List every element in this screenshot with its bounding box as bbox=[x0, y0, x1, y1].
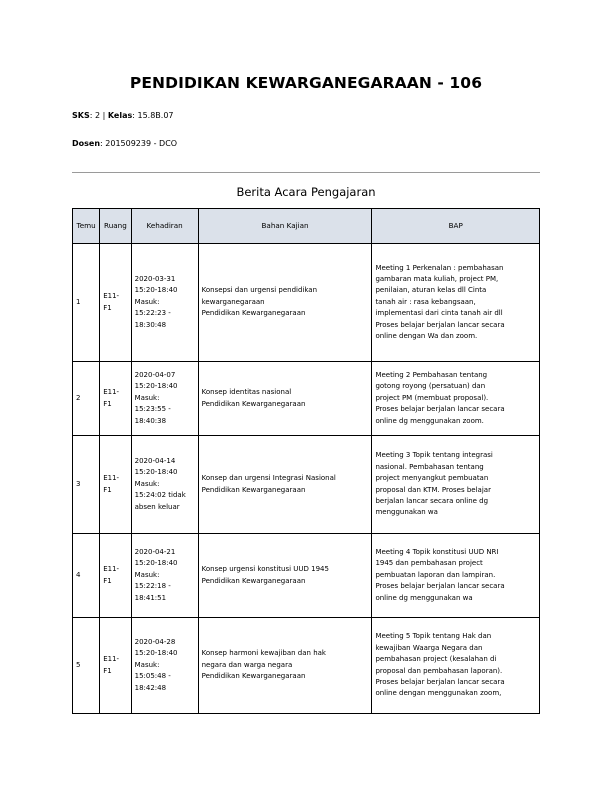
cell-line: Meeting 4 Topik konstitusi UUD NRI bbox=[375, 547, 499, 556]
cell-line: 1945 dan pembahasan project bbox=[375, 559, 483, 568]
cell-line: F1 bbox=[103, 666, 112, 675]
cell-line: 2020-04-28 bbox=[134, 637, 176, 646]
cell-line: Pendidikan Kewarganegaraan bbox=[201, 399, 306, 408]
course-lecturer bbox=[72, 139, 177, 148]
cell-line: Meeting 1 Perkenalan : pembahasan bbox=[375, 263, 504, 272]
table-row bbox=[73, 436, 540, 534]
cell-line: tanah air : rasa kebangsaan, bbox=[375, 297, 476, 306]
cell-line: proposal dan pembahasan laporan). bbox=[375, 666, 503, 675]
cell-line: gambaran mata kuliah, project PM, bbox=[375, 274, 499, 283]
cell-bahan-kajian bbox=[198, 436, 372, 534]
header-ruang: Ruang bbox=[100, 209, 131, 244]
cell-line: 15:23:55 - bbox=[134, 405, 171, 414]
course-credits-class bbox=[72, 111, 174, 120]
cell-line: nasional. Pembahasan tentang bbox=[375, 462, 484, 471]
table-body bbox=[73, 244, 540, 714]
cell-kehadiran bbox=[131, 534, 198, 618]
cell-line: 15:20-18:40 bbox=[134, 382, 178, 391]
cell-line: 18:41:51 bbox=[134, 593, 167, 602]
cell-line: Konsep identitas nasional bbox=[201, 388, 292, 397]
header-bahan-kajian: Bahan Kajian bbox=[198, 209, 372, 244]
cell-line: online dengan Wa dan zoom. bbox=[375, 332, 478, 341]
bap-table bbox=[72, 208, 540, 714]
cell-line: Masuk: bbox=[134, 393, 160, 402]
cell-temu: 5 bbox=[73, 618, 100, 714]
cell-kehadiran bbox=[131, 618, 198, 714]
cell-line: E11- bbox=[103, 292, 120, 301]
cell-line: 2020-03-31 bbox=[134, 274, 176, 283]
cell-line: negara dan warga negara bbox=[201, 660, 293, 669]
cell-line: 18:42:48 bbox=[134, 683, 167, 692]
cell-line: proposal dan KTM. Proses belajar bbox=[375, 485, 491, 494]
kelas-label: Kelas bbox=[107, 111, 133, 120]
cell-line: Konsepsi dan urgensi pendidikan bbox=[201, 286, 318, 295]
cell-line: project PM (membuat proposal). bbox=[375, 393, 489, 402]
cell-line: F1 bbox=[103, 576, 112, 585]
cell-ruang bbox=[100, 534, 131, 618]
cell-line: 2020-04-14 bbox=[134, 456, 176, 465]
cell-line: Konsep dan urgensi Integrasi Nasional bbox=[201, 474, 336, 483]
cell-line: Proses belajar berjalan lancar secara bbox=[375, 405, 505, 414]
cell-line: Masuk: bbox=[134, 660, 160, 669]
cell-line: pembahasan project (kesalahan di bbox=[375, 655, 497, 664]
cell-line: Pendidikan Kewarganegaraan bbox=[201, 485, 306, 494]
cell-bahan-kajian bbox=[198, 362, 372, 436]
cell-line: 15:22:23 - bbox=[134, 309, 171, 318]
cell-line: online dengan menggunakan zoom, bbox=[375, 689, 502, 698]
cell-line: 15:22:18 - bbox=[134, 582, 171, 591]
cell-line: Meeting 2 Pembahasan tentang bbox=[375, 370, 488, 379]
cell-temu: 4 bbox=[73, 534, 100, 618]
cell-line: 15:20-18:40 bbox=[134, 468, 178, 477]
cell-line: Konsep harmoni kewajiban dan hak bbox=[201, 649, 326, 658]
cell-line: berjalan lancar secara online dg bbox=[375, 496, 489, 505]
divider bbox=[72, 172, 540, 173]
cell-line: 15:20-18:40 bbox=[134, 559, 178, 568]
cell-bap bbox=[372, 436, 540, 534]
cell-line: online dg menggunakan zoom. bbox=[375, 416, 484, 425]
cell-line: project menyangkut pembuatan bbox=[375, 474, 489, 483]
dosen-value: : 201509239 - DCO bbox=[100, 139, 178, 148]
cell-temu: 1 bbox=[73, 244, 100, 362]
cell-line: menggunakan wa bbox=[375, 508, 438, 517]
cell-line: Pendidikan Kewarganegaraan bbox=[201, 309, 306, 318]
cell-kehadiran bbox=[131, 436, 198, 534]
cell-line: implementasi dari cinta tanah air dll bbox=[375, 309, 503, 318]
table-row bbox=[73, 244, 540, 362]
cell-line: F1 bbox=[103, 303, 112, 312]
cell-kehadiran bbox=[131, 244, 198, 362]
cell-bahan-kajian bbox=[198, 618, 372, 714]
table-row bbox=[73, 618, 540, 714]
cell-line: pembuatan laporan dan lampiran. bbox=[375, 570, 496, 579]
cell-ruang bbox=[100, 436, 131, 534]
cell-ruang bbox=[100, 618, 131, 714]
sks-label: SKS bbox=[72, 111, 90, 120]
cell-line: 15:20-18:40 bbox=[134, 649, 178, 658]
cell-ruang bbox=[100, 244, 131, 362]
cell-line: Konsep urgensi konstitusi UUD 1945 bbox=[201, 565, 329, 574]
cell-line: E11- bbox=[103, 388, 120, 397]
cell-line: Masuk: bbox=[134, 297, 160, 306]
header-temu: Temu bbox=[73, 209, 100, 244]
kelas-value: : 15.8B.07 bbox=[132, 111, 174, 120]
cell-bap bbox=[372, 618, 540, 714]
header-bap: BAP bbox=[372, 209, 540, 244]
table-header-row bbox=[73, 209, 540, 244]
cell-line: 2020-04-21 bbox=[134, 547, 176, 556]
cell-bahan-kajian bbox=[198, 534, 372, 618]
cell-line: online dg menggunakan wa bbox=[375, 593, 473, 602]
sks-value: : 2 | bbox=[89, 111, 108, 120]
dosen-label: Dosen bbox=[72, 139, 101, 148]
cell-ruang bbox=[100, 362, 131, 436]
header-kehadiran: Kehadiran bbox=[131, 209, 198, 244]
cell-line: F1 bbox=[103, 485, 112, 494]
cell-bap bbox=[372, 362, 540, 436]
cell-line: F1 bbox=[103, 399, 112, 408]
cell-line: gotong royong (persatuan) dan bbox=[375, 382, 486, 391]
cell-line: Meeting 3 Topik tentang integrasi bbox=[375, 451, 493, 460]
cell-line: 18:40:38 bbox=[134, 416, 167, 425]
cell-line: Masuk: bbox=[134, 570, 160, 579]
cell-bahan-kajian bbox=[198, 244, 372, 362]
cell-kehadiran bbox=[131, 362, 198, 436]
cell-line: absen keluar bbox=[134, 502, 180, 511]
cell-line: E11- bbox=[103, 655, 120, 664]
cell-line: Masuk: bbox=[134, 479, 160, 488]
cell-line: Pendidikan Kewarganegaraan bbox=[201, 576, 306, 585]
course-title: PENDIDIKAN KEWARGANEGARAAN - 106 bbox=[129, 74, 483, 92]
table-row bbox=[73, 362, 540, 436]
cell-line: E11- bbox=[103, 565, 120, 574]
cell-line: 15:05:48 - bbox=[134, 672, 171, 681]
cell-temu: 2 bbox=[73, 362, 100, 436]
cell-line: kewarganegaraan bbox=[201, 297, 265, 306]
table-row bbox=[73, 534, 540, 618]
cell-line: 15:20-18:40 bbox=[134, 286, 178, 295]
section-title: Berita Acara Pengajaran bbox=[236, 185, 376, 199]
cell-bap bbox=[372, 534, 540, 618]
cell-line: Proses belajar berjalan lancar secara bbox=[375, 677, 505, 686]
cell-line: E11- bbox=[103, 474, 120, 483]
cell-line: Proses belajar berjalan lancar secara bbox=[375, 582, 505, 591]
cell-line: 18:30:48 bbox=[134, 320, 167, 329]
cell-line: kewajiban Waarga Negara dan bbox=[375, 643, 483, 652]
cell-temu: 3 bbox=[73, 436, 100, 534]
cell-bap bbox=[372, 244, 540, 362]
cell-line: penilaian, aturan kelas dll Cinta bbox=[375, 286, 487, 295]
cell-line: Pendidikan Kewarganegaraan bbox=[201, 672, 306, 681]
cell-line: 15:24:02 tidak bbox=[134, 491, 186, 500]
cell-line: 2020-04-07 bbox=[134, 370, 176, 379]
cell-line: Proses belajar berjalan lancar secara bbox=[375, 320, 505, 329]
cell-line: Meeting 5 Topik tentang Hak dan bbox=[375, 632, 492, 641]
